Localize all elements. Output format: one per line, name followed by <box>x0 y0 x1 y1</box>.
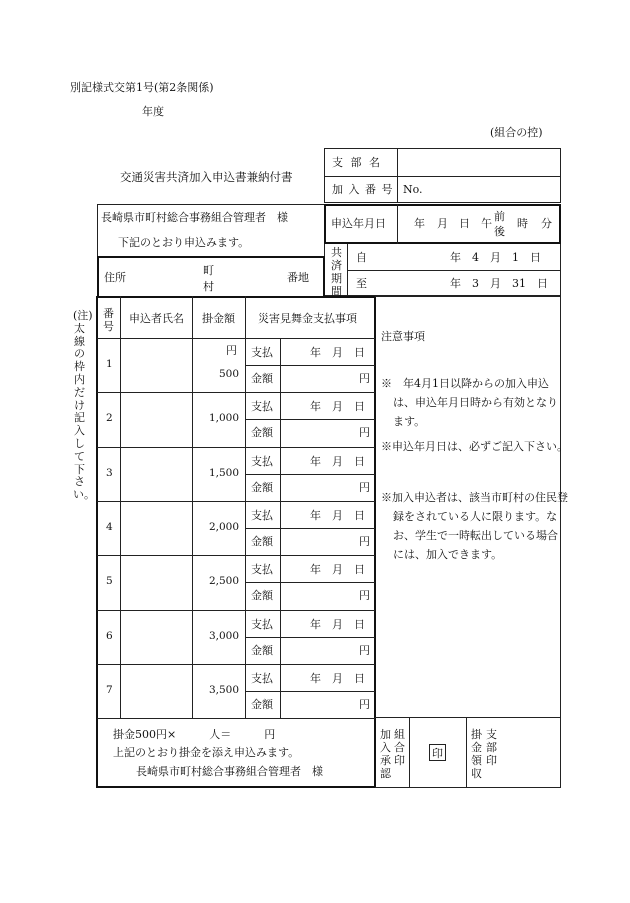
row-payment-date: 年 月 日 <box>310 618 365 631</box>
row-amount-yen: 円 <box>359 589 370 602</box>
footer-addressee: 長崎県市町村総合事務組合管理者 様 <box>136 765 323 778</box>
coverage-period-label: 共済期間 <box>331 246 342 298</box>
row-amount-yen: 円 <box>359 644 370 657</box>
receipt-label: 掛金領収 <box>471 728 482 780</box>
date-ampm: 午 <box>481 217 492 230</box>
period-from-label: 自 <box>356 251 367 264</box>
row-amount-label: 金額 <box>251 426 273 439</box>
row-number: 5 <box>106 575 113 587</box>
address-banchi: 番地 <box>287 271 309 284</box>
date-pm: 後 <box>494 225 505 238</box>
period-to-label: 至 <box>356 277 367 290</box>
row-amount-label: 金額 <box>251 481 273 494</box>
date-year: 年 <box>414 217 425 230</box>
fiscal-year: 年度 <box>142 105 164 118</box>
col-number-header: 番号 <box>103 307 114 333</box>
row-amount-label: 金額 <box>251 589 273 602</box>
addressee: 長崎県市町村総合事務組合管理者 様 <box>101 211 288 224</box>
date-minute: 分 <box>541 217 552 230</box>
row-payment-date: 年 月 日 <box>310 400 365 413</box>
union-seal-label: 組合印 <box>394 728 405 767</box>
row-payment-label: 支払 <box>251 509 273 522</box>
form-number: 別記様式交第1号(第2条関係) <box>70 81 214 94</box>
row-payment-date: 年 月 日 <box>310 346 365 359</box>
row-fee: 1,000 <box>208 412 239 424</box>
note-item: ※申込年月日は、必ずご記入下さい。 <box>381 440 568 453</box>
submission-note: 上記のとおり掛金を添え申込みます。 <box>113 746 300 759</box>
row-amount-yen: 円 <box>359 481 370 494</box>
row-fee: 3,500 <box>208 684 239 696</box>
row-number: 4 <box>106 521 113 533</box>
approval-label: 加入承認 <box>380 728 391 780</box>
branch-name-label: 支 部 名 <box>332 156 382 169</box>
row-payment-label: 支払 <box>251 618 273 631</box>
side-note: (注)太線の枠内だけ記入して下さい。 <box>73 309 95 502</box>
application-date-label: 申込年月日 <box>331 217 386 230</box>
form-title: 交通災害共済加入申込書兼納付書 <box>120 170 293 184</box>
note-item: ※加入申込者は、該当市町村の住民登録をされている人に限ります。なお、学生で一時転出している場合には、加入できます。 <box>381 491 568 561</box>
date-am: 前 <box>494 210 505 223</box>
note-item: ※ 年4月1日以降からの加入申込は、申込年月日時から有効となります。 <box>381 377 558 428</box>
address-mura: 村 <box>203 280 214 293</box>
col-fee-header: 掛金額 <box>202 312 235 325</box>
row-payment-date: 年 月 日 <box>310 563 365 576</box>
row-payment-date: 年 月 日 <box>310 672 365 685</box>
row-number: 7 <box>106 684 113 696</box>
address-label: 住所 <box>104 271 126 284</box>
row-amount-label: 金額 <box>251 535 273 548</box>
fee-calculation: 掛金500円× 人＝ 円 <box>113 728 276 741</box>
row-fee: 500 <box>218 368 239 380</box>
row-payment-label: 支払 <box>251 672 273 685</box>
date-day: 日 <box>459 217 470 230</box>
row-number: 6 <box>106 630 113 642</box>
row-amount-label: 金額 <box>251 698 273 711</box>
col-name-header: 申込者氏名 <box>129 312 184 325</box>
date-month: 月 <box>437 217 448 230</box>
row-payment-date: 年 月 日 <box>310 509 365 522</box>
intro-text: 下記のとおり申込みます。 <box>118 236 250 249</box>
seal-mark: 印 <box>429 744 446 761</box>
row-amount-yen: 円 <box>359 535 370 548</box>
row-amount-yen: 円 <box>359 372 370 385</box>
row-payment-label: 支払 <box>251 563 273 576</box>
branch-seal-label: 支部印 <box>486 728 497 767</box>
row-payment-label: 支払 <box>251 400 273 413</box>
row-fee: 1,500 <box>208 467 239 479</box>
period-from-value: 年 4 月 1 日 <box>450 251 541 264</box>
row-amount-yen: 円 <box>359 426 370 439</box>
row-amount-label: 金額 <box>251 372 273 385</box>
row-fee: 2,500 <box>208 575 239 587</box>
period-to-value: 年 3 月 31 日 <box>450 277 548 290</box>
member-number-prefix: No. <box>403 183 423 196</box>
member-number-label: 加 入 番 号 <box>332 183 394 196</box>
row-payment-date: 年 月 日 <box>310 455 365 468</box>
address-machi: 町 <box>203 264 214 277</box>
row-amount-label: 金額 <box>251 644 273 657</box>
row-payment-label: 支払 <box>251 455 273 468</box>
row-fee: 3,000 <box>208 630 239 642</box>
row-number: 2 <box>106 412 113 424</box>
date-hour: 時 <box>517 217 528 230</box>
copy-label: (組合の控) <box>490 126 543 139</box>
row-payment-label: 支払 <box>251 346 273 359</box>
row-number: 1 <box>106 358 113 370</box>
notes-title: 注意事項 <box>381 330 425 343</box>
col-payment-header: 災害見舞金支払事項 <box>258 312 357 325</box>
row-yen-mark: 円 <box>226 344 237 357</box>
row-amount-yen: 円 <box>359 698 370 711</box>
row-number: 3 <box>106 467 113 479</box>
row-fee: 2,000 <box>208 521 239 533</box>
